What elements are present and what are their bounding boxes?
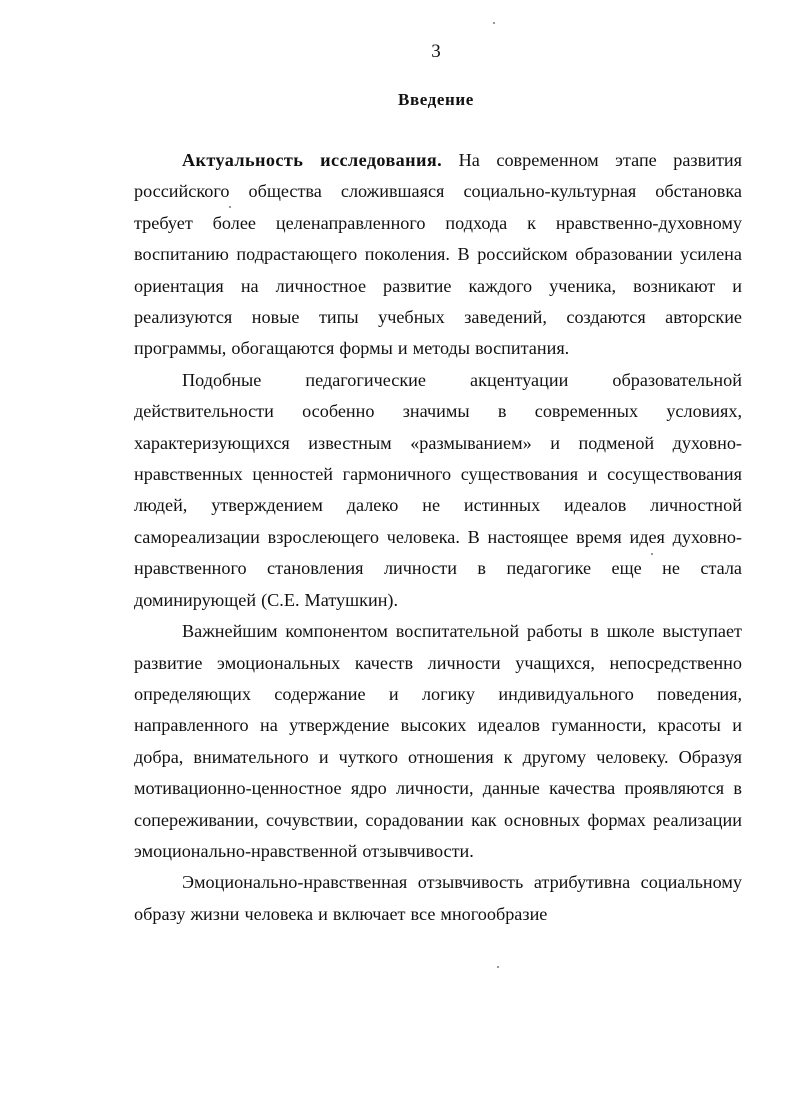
paragraph-emotional-qualities: Важнейшим компонентом воспитательной работы в школе выступает развитие эмоциональных качеств личности учащихся, непосредственно определяющих содержание и логику индивидуального поведения, направленного на утверждение высоких идеалов гуманности, красоты и добра, внимательного и чуткого отношения к другому человеку. Образуя мотивационно-ценностное ядро личности, данные качества проявляются в сопереживании, сочувствии, сорадовании как основных формах реализации эмоционально-нравственной отзывчивости. [134, 621, 742, 861]
paragraph-accentuations: Подобные педагогические акцентуации образовательной действительности особенно значимы в современных условиях, характеризующихся известным «размыванием» и подменой духовно-нравственных ценностей гармоничного существования и сосуществования людей, утверждением далеко не истинных идеалов личностной самореализации взрослеющего человека. В настоящее время идея духовно-нравственного становления личности в педагогике еще не стала доминирующей (С.Е. Матушкин). [134, 369, 742, 610]
paragraph-relevance [134, 145, 742, 365]
paragraph-text: На современном этапе развития российского общества сложившаяся социально-культурная обстановка требует более целенаправленного подхода к нравственно-духовному воспитанию подрастающего поколения. В российском образовании усилена ориентация на личностное развитие каждого ученика, возникают и реализуются новые типы учебных заведений, создаются авторские программы, обогащаются формы и методы воспитания. [134, 150, 742, 359]
page-number: 3 [431, 41, 441, 62]
paragraph-lead: Актуальность исследования. [182, 150, 443, 170]
scan-speck [493, 22, 495, 24]
section-title: Введение [398, 90, 474, 109]
scan-speck [497, 966, 499, 968]
body-text [134, 145, 742, 930]
paragraph-responsiveness: Эмоционально-нравственная отзывчивость атрибутивна социальному образу жизни человека и включает все многообразие [134, 872, 742, 924]
